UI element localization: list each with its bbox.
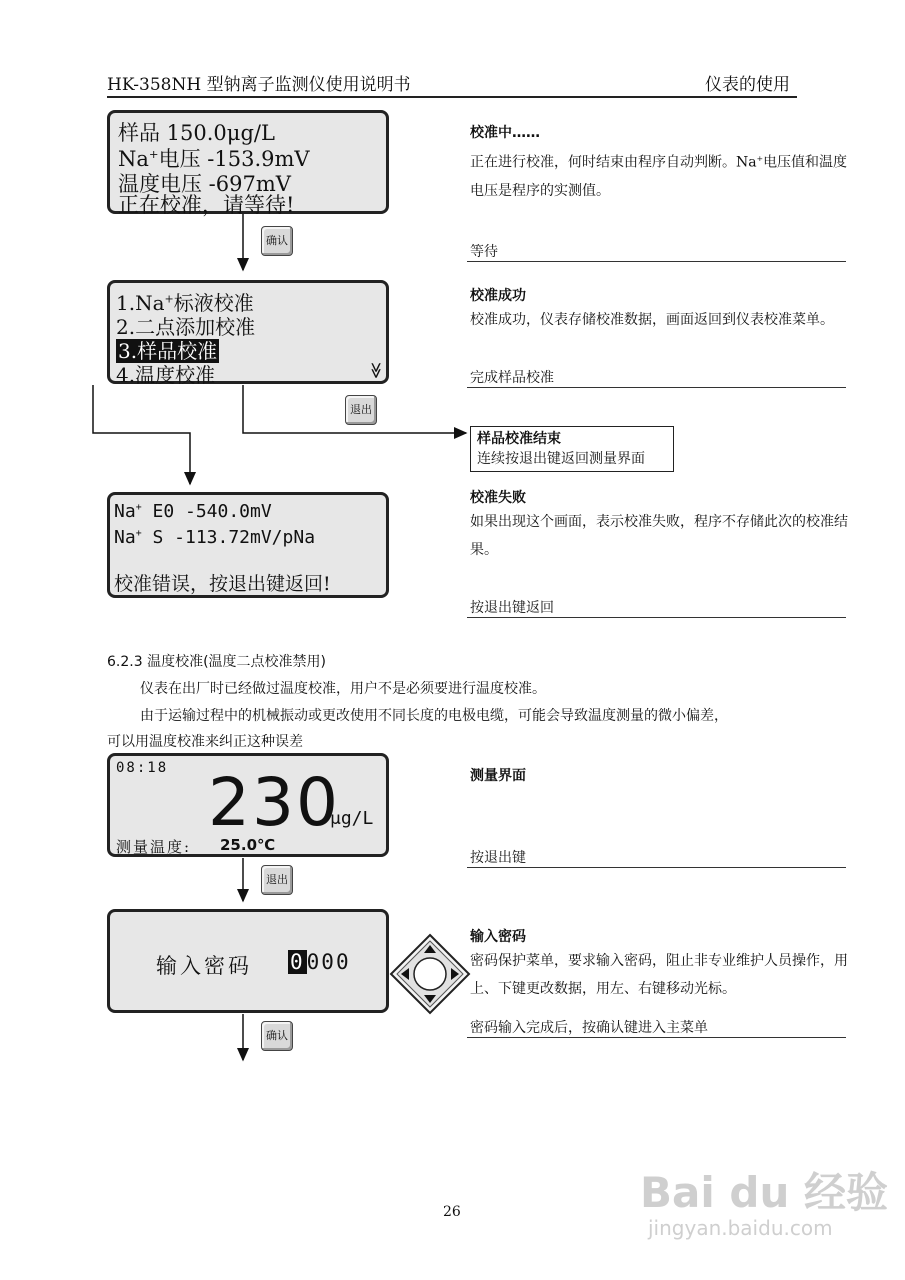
doc-title: HK-358NH 型钠离子监测仪使用说明书 <box>107 75 411 95</box>
direction-keypad[interactable] <box>389 933 471 1015</box>
confirm-key[interactable]: 确认 <box>261 1021 293 1051</box>
watermark-url: jingyan.baidu.com <box>648 1216 833 1240</box>
note-success-body: 校准成功，仪表存储校准数据，画面返回到仪表校准菜单。 <box>470 312 834 328</box>
menu-item-selected: 3.样品校准 <box>118 339 218 363</box>
lcd-temp-voltage-line: 温度电压 -697mV <box>118 172 291 196</box>
exit-key[interactable]: 退出 <box>261 865 293 895</box>
menu-item-temperature[interactable]: 4.温度校准 <box>116 363 216 387</box>
note-divider <box>467 387 846 388</box>
lcd-clock: 08:18 <box>116 760 169 776</box>
note-divider <box>467 617 846 618</box>
lcd-e0-line: Na+ E0 -540.0mV <box>114 501 272 522</box>
lcd-main-value: 230 <box>208 764 340 841</box>
section-paragraph-1: 仪表在出厂时已经做过温度校准，用户不是必须要进行温度校准。 <box>140 681 546 697</box>
note-success-title: 校准成功 <box>470 288 526 304</box>
menu-item-two-point[interactable]: 2.二点添加校准 <box>116 315 256 339</box>
lcd-temperature-label: 测量温度: <box>116 838 192 856</box>
lcd-calibration-menu <box>107 280 389 387</box>
lcd-na-voltage-line: Na+电压 -153.9mV <box>118 147 310 171</box>
lcd-calibration-error <box>107 492 389 598</box>
lcd-password <box>107 909 389 1013</box>
page-number: 26 <box>443 1204 461 1220</box>
confirm-key[interactable]: 确认 <box>261 226 293 256</box>
note-measurement-title: 测量界面 <box>470 768 526 784</box>
note-divider <box>467 867 846 868</box>
lcd-measurement <box>107 753 389 857</box>
baidu-watermark <box>640 1150 888 1250</box>
box-body: 连续按退出键返回测量界面 <box>477 451 645 467</box>
lcd-temperature-value: 25.0℃ <box>220 836 276 854</box>
note-calibrating-title: 校准中…… <box>470 125 540 141</box>
note-success-foot: 完成样品校准 <box>470 370 554 386</box>
note-calibrating-foot: 等待 <box>470 244 498 260</box>
password-input[interactable]: 0000 <box>290 950 351 974</box>
lcd-unit: μg/L <box>330 808 374 829</box>
note-password-foot: 密码输入完成后，按确认键进入主菜单 <box>470 1020 708 1036</box>
box-title: 样品校准结束 <box>477 431 561 447</box>
note-failure-foot: 按退出键返回 <box>470 600 554 616</box>
section-title: 仪表的使用 <box>705 75 790 95</box>
note-divider <box>467 1037 846 1038</box>
note-password-title: 输入密码 <box>470 929 526 945</box>
note-password-body: 密码保护菜单，要求输入密码，阻止非专业维护人员操作，用上、下键更改数据，用左、右键移动光标。 <box>470 953 848 997</box>
section-paragraph-2: 由于运输过程中的机械振动或更改使用不同长度的电极电缆，可能会导致温度测量的微小偏差， <box>140 708 728 724</box>
lcd-error-line: 校准错误，按退出键返回! <box>114 573 331 595</box>
password-cursor: 0 <box>290 950 305 974</box>
lcd-password-label: 输入密码 <box>156 954 252 978</box>
lcd-wait-line: 正在校准，请等待! <box>118 193 295 217</box>
lcd-slope-line: Na+ S -113.72mV/pNa <box>114 527 316 548</box>
note-failure-body: 如果出现这个画面，表示校准失败，程序不存储此次的校准结果。 <box>470 514 848 558</box>
note-divider <box>467 261 846 262</box>
watermark-brand: Bai du 经验 <box>640 1168 888 1217</box>
note-measurement-foot: 按退出键 <box>470 850 526 866</box>
exit-key[interactable]: 退出 <box>345 395 377 425</box>
section-heading: 6.2.3 温度校准(温度二点校准禁用) <box>107 654 326 670</box>
note-failure-title: 校准失败 <box>470 490 526 506</box>
sample-calibration-end-box <box>470 426 674 472</box>
lcd-sample-line: 样品 150.0μg/L <box>118 121 275 145</box>
direction-keypad-icon <box>389 933 471 1015</box>
scroll-down-icon: ≫ <box>366 362 386 379</box>
note-calibrating-body: 正在进行校准，何时结束由程序自动判断。Na+电压值和温度电压是程序的实测值。 <box>470 154 848 199</box>
section-paragraph-2-cont: 可以用温度校准来纠正这种误差 <box>107 734 303 750</box>
menu-item-na-standard[interactable]: 1.Na+标液校准 <box>116 291 254 315</box>
lcd-calibrating <box>107 110 389 217</box>
